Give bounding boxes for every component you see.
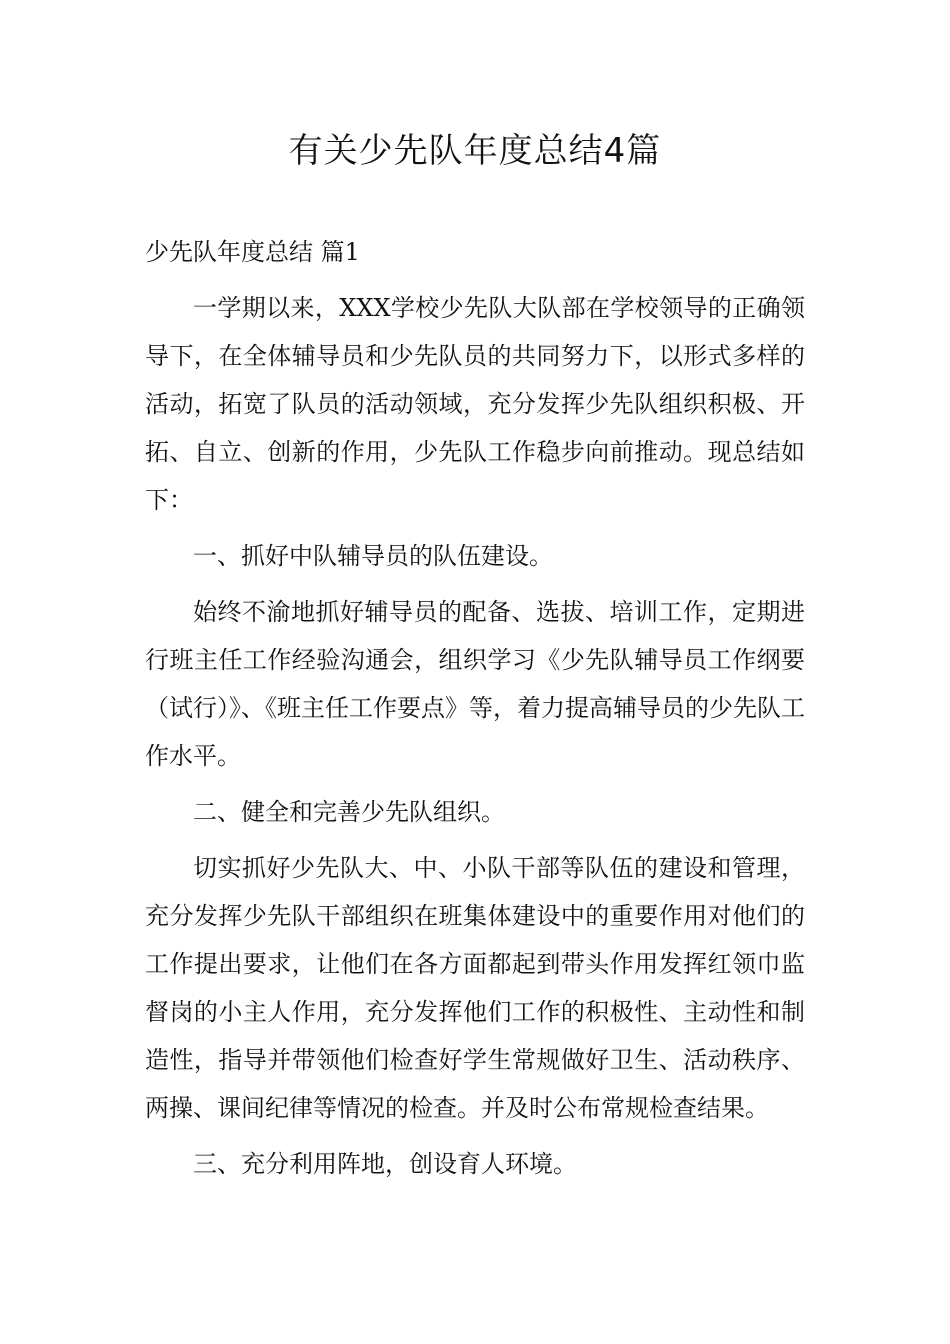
paragraph-intro: 一学期以来，XXX学校少先队大队部在学校领导的正确领导下，在全体辅导员和少先队员的共同努力下，以形式多样的活动，拓宽了队员的活动领域，充分发挥少先队组织积极、开拓、自立、创新的作用，少先队工作稳步向前推动。现总结如下： [145, 294, 805, 514]
document-body [145, 228, 805, 1196]
section-label: 少先队年度总结 篇1 [145, 238, 360, 266]
document-title: 有关少先队年度总结4篇 [288, 131, 662, 171]
paragraph-one: 始终不渝地抓好辅导员的配备、选拔、培训工作，定期进行班主任工作经验沟通会，组织学习《少先队辅导员工作纲要（试行）》、《班主任工作要点》等，着力提高辅导员的少先队工作水平。 [145, 598, 805, 770]
heading-two: 二、健全和完善少先队组织。 [193, 798, 505, 826]
heading-one: 一、抓好中队辅导员的队伍建设。 [193, 542, 553, 570]
paragraph-two: 切实抓好少先队大、中、小队干部等队伍的建设和管理，充分发挥少先队干部组织在班集体建设中的重要作用对他们的工作提出要求，让他们在各方面都起到带头作用发挥红领巾监督岗的小主人作用，充分发挥他们工作的积极性、主动性和制造性，指导并带领他们检查好学生常规做好卫生、活动秩序、两操、课间纪律等情况的检查。并及时公布常规检查结果。 [145, 854, 805, 1122]
heading-three: 三、充分利用阵地，创设育人环境。 [193, 1150, 577, 1178]
